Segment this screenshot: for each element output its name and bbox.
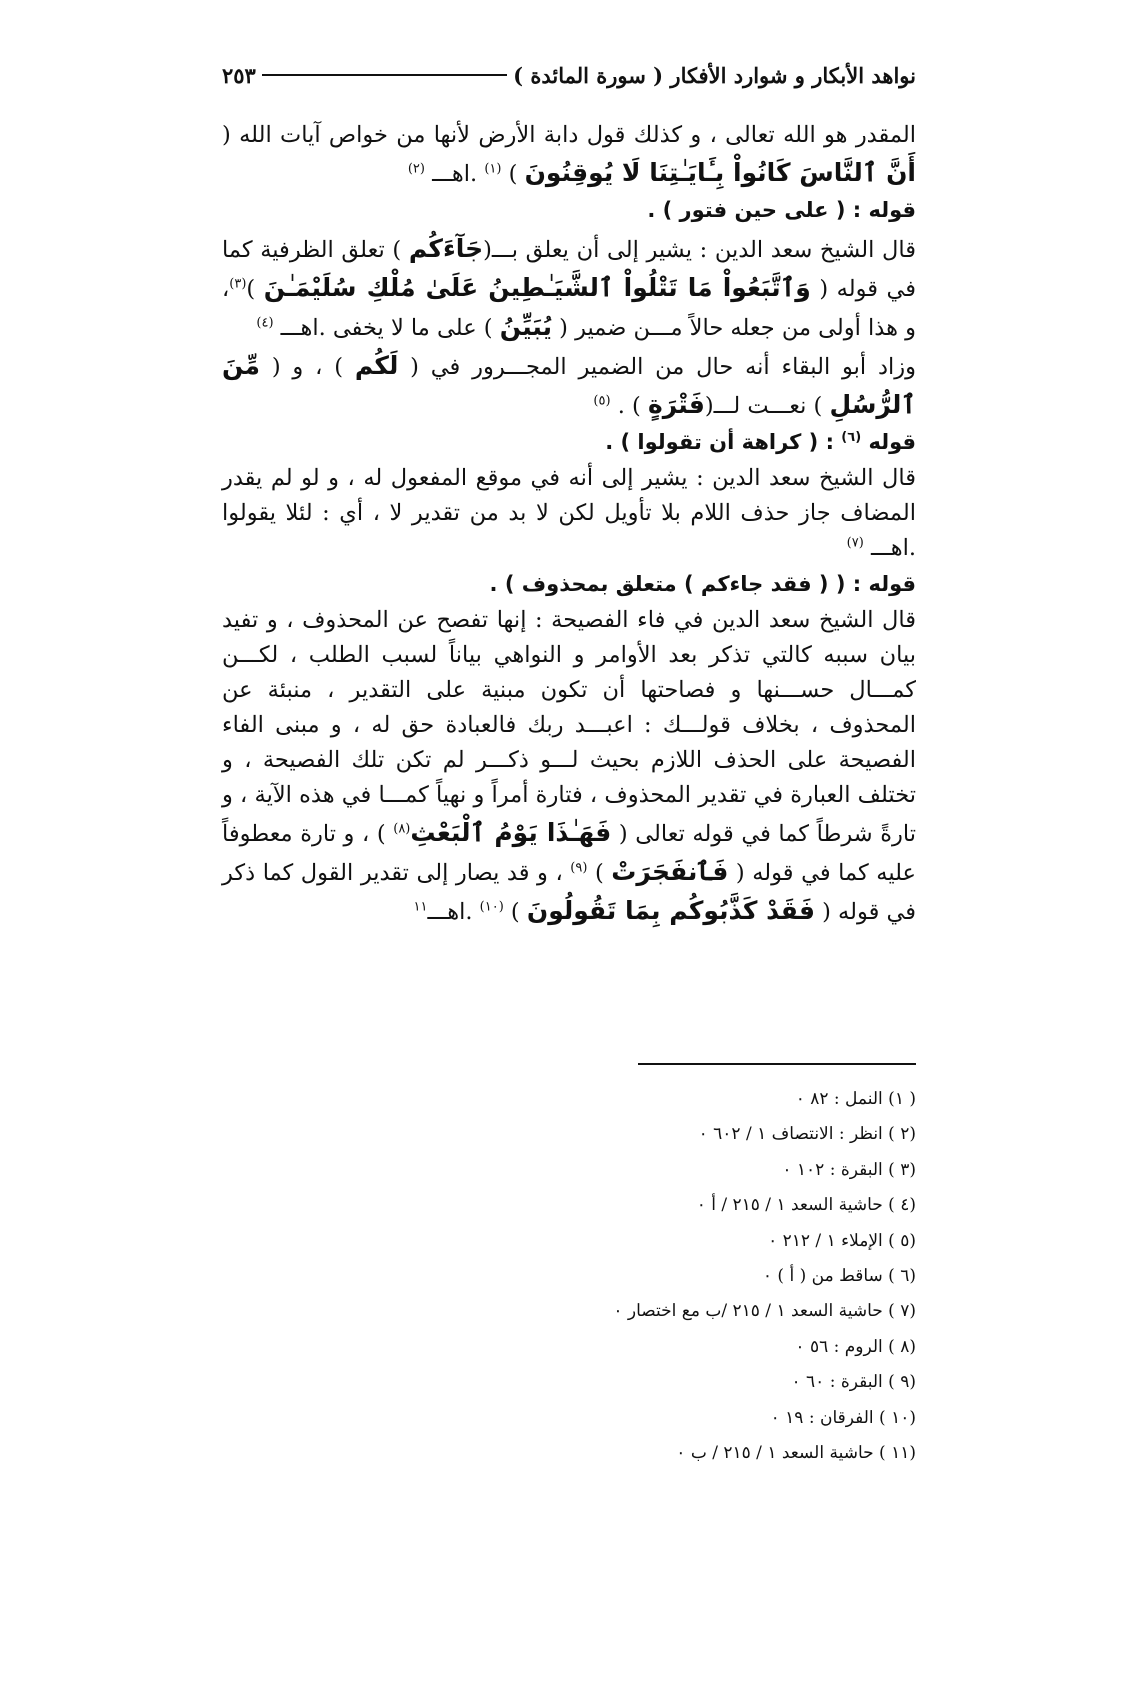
footnote-item: (٦ ) ساقط من ( أ ) ٠ [762, 1265, 916, 1286]
p5-a: قال الشيخ سعد الدين في فاء الفصيحة : إنها تفصح عن المحذوف ، و تفيد بيان سببه كالتي تذكر بعد الأوامر و النواهي بياناً لسبب الطلب ، لكـــن كمـــال حســـنها و فصاحتها أن تكون مبنية على التقدير ، منبئة عن المحذوف ، بخلاف قولـــك : اعبـــد ربك فالعبادة حق له ، و مبنى الفاء الفصيحة على الحذف اللازم بحيث لـــو ذكـــر لم تكن تلك الفصيحة ، و تختلف العبارة في تقدير المحذوف ، فتارة أمراً و نهياً كمـــا في هذه الآية ، و تارةً شرطاً كما في قوله تعالى ( [222, 606, 916, 848]
quran-quote: وَٱتَّبَعُواْ مَا تَتْلُواْ ٱلشَّيَـٰطِينُ عَلَىٰ مُلْكِ سُلَيْمَـٰنَ [263, 272, 811, 302]
h2-a: قوله [868, 430, 916, 455]
p3-b: ) ، و ( [271, 354, 343, 380]
quran-quote: فَتْرَةٍ [647, 390, 705, 420]
p2-b: ) تعلق الظرفية كما في قوله ( [222, 236, 917, 302]
p5-d: ، و قد يصار إلى تقدير القول كما ذكر في قوله ( [222, 860, 916, 926]
footnote-ref-8: (٨) [393, 821, 411, 837]
heading-1: قوله : ( على حين فتور ) . [647, 198, 916, 223]
footnote-item: (٩ ) البقرة : ٦٠ ٠ [791, 1372, 916, 1393]
p4-a: قال الشيخ سعد الدين : يشير إلى أنه في موقع المفعول له ، و لو لم يقدر المضاف جاز حذف اللام بلا تأويل لكن لا بد من تقدير لا ، أي : لئلا يقولوا .اهـــ [222, 464, 916, 561]
quran-quote: جَآءَكُم [408, 233, 484, 263]
footnote-item: (٢ ) انظر : الانتصاف ١ / ٦٠٢ ٠ [698, 1124, 916, 1145]
page-number: ٢٥٣ [222, 62, 256, 88]
quran-quote: لَكُم [354, 351, 399, 380]
footnote-ref-4: (٤) [256, 315, 274, 331]
p5-f: .اهـــ [427, 899, 473, 926]
quran-quote: فَقَدْ كَذَّبُوكُم بِمَا تَقُولُونَ [526, 896, 815, 926]
p5-e: ) [510, 899, 520, 926]
p5-c: ) [594, 860, 604, 887]
footnote-item: (٧ ) حاشية السعد ١ / ٢١٥ /ب مع اختصار ٠ [613, 1301, 916, 1322]
header-title: نواهد الأبكار و شوارد الأفكار ( سورة المائدة ) [513, 62, 916, 88]
p1-tail: .اهـــ [432, 161, 478, 188]
footnote-item: (١٠ ) الفرقان : ١٩ ٠ [770, 1407, 916, 1428]
p2-d: ، و هذا أولى من جعله حالاً مـــن ضمير ( [222, 275, 916, 341]
footnote-item: (٥ ) الإملاء ١ / ٢١٢ ٠ [768, 1230, 916, 1251]
h2-b: : ( كراهة أن تقولوا ) . [605, 430, 834, 455]
quran-quote: فَٱنفَجَرَتْ [611, 857, 729, 887]
footnote-ref-6: (٦) [841, 430, 862, 446]
footnote-item: (١١ ) حاشية السعد ١ / ٢١٥ / ب ٠ [676, 1442, 916, 1463]
footnote-item: (٨ ) الروم : ٥٦ ٠ [795, 1336, 916, 1357]
p3-d: ) . [617, 393, 641, 420]
footnote-item: (٣ ) البقرة : ١٠٢ ٠ [782, 1159, 916, 1180]
paragraph-5 [222, 603, 916, 931]
quran-quote: أَنَّ ٱلنَّاسَ كَانُواْ بِـَٔايَـٰتِنَا لَا يُوقِنُونَ [524, 158, 916, 188]
p2-a: قال الشيخ سعد الدين : يشير إلى أن يعلق بـــ( [483, 236, 917, 263]
footnotes-list [316, 1082, 916, 1471]
paragraph-3 [222, 346, 916, 424]
footnote-ref-1: (١) [484, 161, 502, 177]
p3-a: وزاد أبو البقاء أنه حال من الضمير المجـــرور في ( [410, 354, 916, 380]
footnote-item: (٤ ) حاشية السعد ١ / ٢١٥ / أ ٠ [696, 1195, 916, 1216]
footnote-ref-5: (٥) [593, 393, 611, 409]
footnote-ref-2: (٢) [407, 161, 425, 177]
footnote-ref-10: (١٠) [479, 899, 504, 915]
paragraph-1 [222, 118, 916, 192]
running-header [222, 58, 916, 92]
footnote-ref-7: (٧) [846, 535, 864, 551]
footnote-ref-11: ١١ [413, 899, 428, 915]
p1-text: المقدر هو الله تعالى ، و كذلك قول دابة الأرض لأنها من خواص آيات الله ( [222, 122, 916, 148]
p2-c: ) [246, 275, 256, 302]
p2-e: ) على ما لا يخفى .اهـــ [280, 314, 493, 341]
paragraph-4 [222, 461, 916, 566]
header-rule [262, 74, 507, 76]
footnote-ref-3: (٣) [229, 276, 247, 292]
p1-close: ) [508, 161, 518, 188]
heading-3: قوله : ( ( فقد جاءكم ) متعلق بمحذوف ) . [489, 572, 916, 596]
p3-c: ) نعـــت لـــ( [704, 393, 823, 420]
quran-quote: يُبَيِّنُ [499, 311, 552, 341]
main-text [222, 118, 916, 930]
heading-2 [222, 424, 916, 461]
p5-b: ) ، و تارة معطوفاً عليه كما في قوله ( [222, 821, 916, 887]
footnote-ref-9: (٩) [570, 860, 588, 876]
paragraph-2 [222, 229, 916, 346]
quran-quote: فَهَـٰذَا يَوْمُ ٱلْبَعْثِ [410, 818, 612, 848]
footnote-item: ( ١) النمل : ٨٢ ٠ [795, 1089, 916, 1109]
footnote-divider [638, 1063, 916, 1065]
quran-quote: مِّنَ ٱلرُّسُلِ [222, 351, 916, 420]
